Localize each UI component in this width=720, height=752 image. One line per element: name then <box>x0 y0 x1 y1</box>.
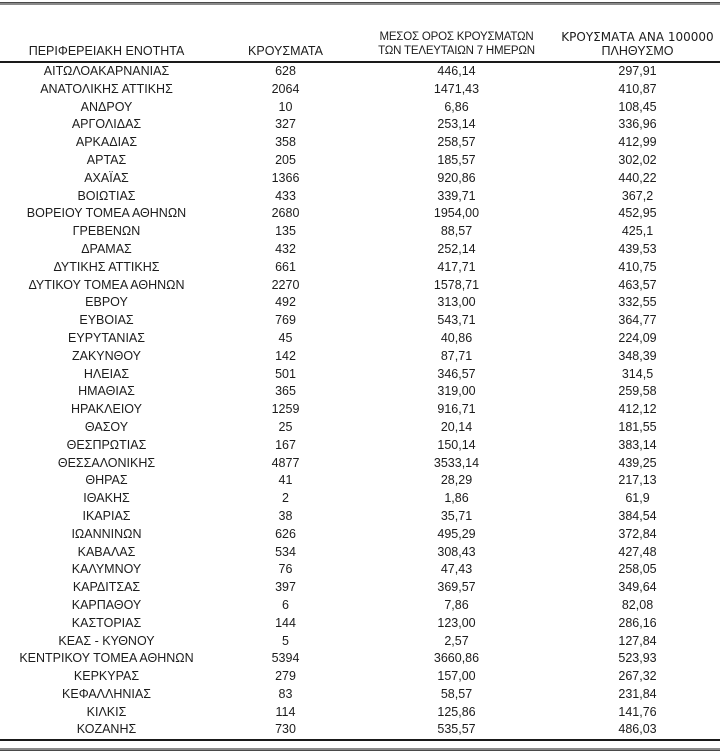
per-100000-cell: 523,93 <box>618 651 657 666</box>
table-row <box>0 62 720 81</box>
per-100000-cell: 425,1 <box>621 224 654 239</box>
cases-cell: 358 <box>275 135 296 150</box>
cases-cell: 327 <box>275 117 296 132</box>
cases-cell: 4877 <box>271 455 300 470</box>
cases-cell: 397 <box>275 580 296 595</box>
per-100000-cell: 440,22 <box>618 170 657 185</box>
region-name-cell: ΑΡΓΟΛΙΔΑΣ <box>71 117 142 132</box>
cases-cell: 2064 <box>271 81 300 96</box>
avg-7day-cell: 346,57 <box>437 366 476 381</box>
region-name-cell: ΕΒΡΟΥ <box>85 295 128 310</box>
avg-7day-cell: 920,86 <box>437 170 476 185</box>
cases-cell: 433 <box>275 188 296 203</box>
table-row <box>0 348 720 366</box>
region-name-cell: ΘΑΣΟΥ <box>84 419 129 434</box>
region-name-cell: ΕΥΒΟΙΑΣ <box>79 313 134 328</box>
table-row <box>0 437 720 455</box>
cases-cell: 534 <box>275 544 296 559</box>
per-100000-cell: 259,58 <box>618 384 657 399</box>
per-100000-cell: 427,48 <box>618 544 657 559</box>
cases-cell: 38 <box>278 508 293 523</box>
avg-7day-cell: 2,57 <box>444 633 469 648</box>
avg-7day-cell: 125,86 <box>437 704 476 719</box>
region-name-cell: ΚΑΡΔΙΤΣΑΣ <box>72 580 141 595</box>
per-100000-cell: 463,57 <box>618 277 657 292</box>
per-100000-cell: 297,91 <box>618 64 657 78</box>
region-name-cell: ΑΙΤΩΛΟΑΚΑΡΝΑΝΙΑΣ <box>43 64 170 78</box>
region-name-cell: ΙΘΑΚΗΣ <box>83 491 130 506</box>
region-name-cell: ΑΝΔΡΟΥ <box>80 99 133 114</box>
bottom-horizontal-rule <box>0 748 720 751</box>
per-100000-cell: 217,13 <box>618 473 657 488</box>
cases-cell: 45 <box>278 330 293 345</box>
region-name-cell: ΚΑΡΠΑΘΟΥ <box>71 597 142 612</box>
column-header-label-line2: ΠΛΗΘΥΣΜΟ <box>601 44 674 58</box>
avg-7day-cell: 87,71 <box>440 348 473 363</box>
table-row <box>0 419 720 437</box>
per-100000-cell: 439,25 <box>618 455 657 470</box>
region-name-cell: ΒΟΡΕΙΟΥ ΤΟΜΕΑ ΑΘΗΝΩΝ <box>26 206 187 221</box>
cases-cell: 661 <box>275 259 296 274</box>
avg-7day-cell: 258,57 <box>437 135 476 150</box>
table-row <box>0 366 720 384</box>
avg-7day-cell: 157,00 <box>437 669 476 684</box>
table-row <box>0 472 720 490</box>
per-100000-cell: 383,14 <box>618 437 657 452</box>
per-100000-cell: 412,12 <box>618 402 657 417</box>
table-row <box>0 205 720 223</box>
region-name-cell: ΘΕΣΣΑΛΟΝΙΚΗΣ <box>57 455 156 470</box>
per-100000-cell: 141,76 <box>618 704 657 719</box>
column-header-label-line2: ΤΩΝ ΤΕΛΕΥΤΑΙΩΝ 7 ΗΜΕΡΩΝ <box>378 45 535 57</box>
per-100000-cell: 231,84 <box>618 686 657 701</box>
per-100000-cell: 127,84 <box>618 633 657 648</box>
table-row <box>0 116 720 134</box>
top-horizontal-rule <box>0 2 720 5</box>
region-name-cell: ΑΡΚΑΔΙΑΣ <box>75 135 138 150</box>
table-row <box>0 383 720 401</box>
cases-cell: 769 <box>275 313 296 328</box>
avg-7day-cell: 535,57 <box>437 722 476 737</box>
column-header-label: ΠΕΡΙΦΕΡΕΙΑΚΗ ΕΝΟΤΗΤΑ <box>28 44 185 58</box>
regional-cases-table <box>0 30 720 741</box>
cases-cell: 279 <box>275 669 296 684</box>
avg-7day-cell: 369,57 <box>437 580 476 595</box>
region-name-cell: ΙΚΑΡΙΑΣ <box>82 508 131 523</box>
avg-7day-cell: 1,86 <box>444 491 469 506</box>
per-100000-cell: 286,16 <box>618 615 657 630</box>
cases-cell: 25 <box>278 419 293 434</box>
avg-7day-cell: 28,29 <box>440 473 473 488</box>
region-name-cell: ΗΛΕΙΑΣ <box>83 366 130 381</box>
column-header-regional-unit <box>0 30 213 62</box>
per-100000-cell: 82,08 <box>621 597 654 612</box>
cases-cell: 135 <box>275 224 296 239</box>
region-name-cell: ΙΩΑΝΝΙΝΩΝ <box>71 526 142 541</box>
cases-cell: 432 <box>275 241 296 256</box>
region-name-cell: ΑΝΑΤΟΛΙΚΗΣ ΑΤΤΙΚΗΣ <box>40 81 173 96</box>
per-100000-cell: 61,9 <box>625 491 650 506</box>
region-name-cell: ΚΟΖΑΝΗΣ <box>76 722 137 737</box>
table-row <box>0 490 720 508</box>
avg-7day-cell: 339,71 <box>437 188 476 203</box>
avg-7day-cell: 88,57 <box>440 224 473 239</box>
table-row <box>0 455 720 473</box>
table-row <box>0 579 720 597</box>
avg-7day-cell: 1471,43 <box>433 81 480 96</box>
table-row <box>0 134 720 152</box>
cases-cell: 114 <box>275 704 296 719</box>
avg-7day-cell: 319,00 <box>437 384 476 399</box>
per-100000-cell: 302,02 <box>618 152 657 167</box>
region-name-cell: ΑΧΑΪΑΣ <box>84 170 129 185</box>
cases-cell: 10 <box>278 99 293 114</box>
table-row <box>0 526 720 544</box>
per-100000-cell: 364,77 <box>618 313 657 328</box>
table-row <box>0 597 720 615</box>
avg-7day-cell: 58,57 <box>440 686 473 701</box>
cases-cell: 5 <box>282 633 289 648</box>
avg-7day-cell: 1954,00 <box>433 206 480 221</box>
cases-cell: 83 <box>278 686 293 701</box>
per-100000-cell: 332,55 <box>618 295 657 310</box>
per-100000-cell: 267,32 <box>618 669 657 684</box>
region-name-cell: ΓΡΕΒΕΝΩΝ <box>72 224 141 239</box>
region-name-cell: ΚΑΛΥΜΝΟΥ <box>71 562 142 577</box>
per-100000-cell: 372,84 <box>618 526 657 541</box>
table-row <box>0 650 720 668</box>
region-name-cell: ΕΥΡΥΤΑΝΙΑΣ <box>68 330 145 345</box>
per-100000-cell: 258,05 <box>618 562 657 577</box>
avg-7day-cell: 417,71 <box>437 259 476 274</box>
table-row <box>0 508 720 526</box>
region-name-cell: ΗΜΑΘΙΑΣ <box>78 384 135 399</box>
avg-7day-cell: 6,86 <box>444 99 469 114</box>
region-name-cell: ΚΑΒΑΛΑΣ <box>77 544 136 559</box>
per-100000-cell: 336,96 <box>618 117 657 132</box>
per-100000-cell: 224,09 <box>618 330 657 345</box>
per-100000-cell: 349,64 <box>618 580 657 595</box>
cases-cell: 2270 <box>271 277 300 292</box>
region-name-cell: ΘΕΣΠΡΩΤΙΑΣ <box>66 437 147 452</box>
avg-7day-cell: 308,43 <box>437 544 476 559</box>
cases-cell: 76 <box>278 562 293 577</box>
avg-7day-cell: 252,14 <box>437 241 476 256</box>
avg-7day-cell: 1578,71 <box>433 277 480 292</box>
region-name-cell: ΒΟΙΩΤΙΑΣ <box>77 188 136 203</box>
per-100000-cell: 384,54 <box>618 508 657 523</box>
column-header-label: ΚΡΟΥΣΜΑΤΑ <box>248 44 323 58</box>
table-row <box>0 704 720 722</box>
per-100000-cell: 412,99 <box>618 135 657 150</box>
region-name-cell: ΘΗΡΑΣ <box>85 473 128 488</box>
region-name-cell: ΑΡΤΑΣ <box>86 152 127 167</box>
region-name-cell: ΚΕΝΤΡΙΚΟΥ ΤΟΜΕΑ ΑΘΗΝΩΝ <box>19 651 194 666</box>
region-name-cell: ΗΡΑΚΛΕΙΟΥ <box>71 402 142 417</box>
cases-cell: 492 <box>275 295 296 310</box>
table-row <box>0 686 720 704</box>
per-100000-cell: 452,95 <box>618 206 657 221</box>
table-row <box>0 294 720 312</box>
per-100000-cell: 181,55 <box>618 419 657 434</box>
cases-cell: 628 <box>275 64 296 78</box>
cases-cell: 142 <box>275 348 296 363</box>
per-100000-cell: 486,03 <box>618 722 657 737</box>
region-name-cell: ΔΡΑΜΑΣ <box>81 241 132 256</box>
table-row <box>0 633 720 651</box>
table-row <box>0 99 720 117</box>
cases-cell: 1366 <box>271 170 300 185</box>
column-header-cases-per-100000 <box>555 30 720 62</box>
per-100000-cell: 314,5 <box>621 366 654 381</box>
per-100000-cell: 108,45 <box>618 99 657 114</box>
cases-cell: 501 <box>275 366 296 381</box>
region-name-cell: ΔΥΤΙΚΗΣ ΑΤΤΙΚΗΣ <box>53 259 160 274</box>
avg-7day-cell: 253,14 <box>437 117 476 132</box>
avg-7day-cell: 3660,86 <box>433 651 480 666</box>
cases-cell: 730 <box>275 722 296 737</box>
per-100000-cell: 439,53 <box>618 241 657 256</box>
table-row <box>0 188 720 206</box>
table-row <box>0 277 720 295</box>
avg-7day-cell: 123,00 <box>437 615 476 630</box>
region-name-cell: ΚΕΑΣ - ΚΥΘΝΟΥ <box>58 633 155 648</box>
per-100000-cell: 410,75 <box>618 259 657 274</box>
avg-7day-cell: 150,14 <box>437 437 476 452</box>
cases-cell: 205 <box>275 152 296 167</box>
cases-cell: 626 <box>275 526 296 541</box>
avg-7day-cell: 543,71 <box>437 313 476 328</box>
cases-cell: 365 <box>275 384 296 399</box>
avg-7day-cell: 446,14 <box>437 64 476 78</box>
cases-cell: 41 <box>278 473 293 488</box>
per-100000-cell: 410,87 <box>618 81 657 96</box>
region-name-cell: ΔΥΤΙΚΟΥ ΤΟΜΕΑ ΑΘΗΝΩΝ <box>28 277 185 292</box>
column-header-label-line1: ΜΕΣΟΣ ΟΡΟΣ ΚΡΟΥΣΜΑΤΩΝ <box>379 31 534 43</box>
table-row <box>0 615 720 633</box>
avg-7day-cell: 47,43 <box>440 562 473 577</box>
cases-cell: 2 <box>282 491 289 506</box>
avg-7day-cell: 40,86 <box>440 330 473 345</box>
table-row <box>0 330 720 348</box>
column-header-7day-average <box>358 30 555 62</box>
per-100000-cell: 367,2 <box>621 188 654 203</box>
table-row <box>0 259 720 277</box>
table-header <box>0 30 720 62</box>
table-row <box>0 170 720 188</box>
per-100000-cell: 348,39 <box>618 348 657 363</box>
column-header-cases <box>213 30 358 62</box>
avg-7day-cell: 495,29 <box>437 526 476 541</box>
table-row <box>0 561 720 579</box>
region-name-cell: ΚΕΦΑΛΛΗΝΙΑΣ <box>62 686 151 701</box>
table-row <box>0 721 720 740</box>
table-row <box>0 152 720 170</box>
cases-cell: 6 <box>282 597 289 612</box>
table-row <box>0 668 720 686</box>
table-row <box>0 544 720 562</box>
cases-cell: 5394 <box>271 651 300 666</box>
region-name-cell: ΚΙΛΚΙΣ <box>86 704 127 719</box>
table-row <box>0 223 720 241</box>
table-body <box>0 62 720 740</box>
header-row <box>0 30 720 62</box>
avg-7day-cell: 916,71 <box>437 402 476 417</box>
cases-cell: 144 <box>275 615 296 630</box>
region-name-cell: ΖΑΚΥΝΘΟΥ <box>71 348 142 363</box>
avg-7day-cell: 35,71 <box>440 508 473 523</box>
column-header-label-line1: ΚΡΟΥΣΜΑΤΑ ΑΝΑ 100000 <box>561 30 714 44</box>
cases-cell: 167 <box>275 437 296 452</box>
table-row <box>0 312 720 330</box>
avg-7day-cell: 313,00 <box>437 295 476 310</box>
avg-7day-cell: 20,14 <box>440 419 473 434</box>
region-name-cell: ΚΑΣΤΟΡΙΑΣ <box>71 615 142 630</box>
cases-cell: 2680 <box>271 206 300 221</box>
table-row <box>0 81 720 99</box>
region-name-cell: ΚΕΡΚΥΡΑΣ <box>73 669 140 684</box>
avg-7day-cell: 7,86 <box>444 597 469 612</box>
avg-7day-cell: 185,57 <box>437 152 476 167</box>
cases-cell: 1259 <box>271 402 300 417</box>
table-row <box>0 241 720 259</box>
avg-7day-cell: 3533,14 <box>433 455 480 470</box>
table-row <box>0 401 720 419</box>
